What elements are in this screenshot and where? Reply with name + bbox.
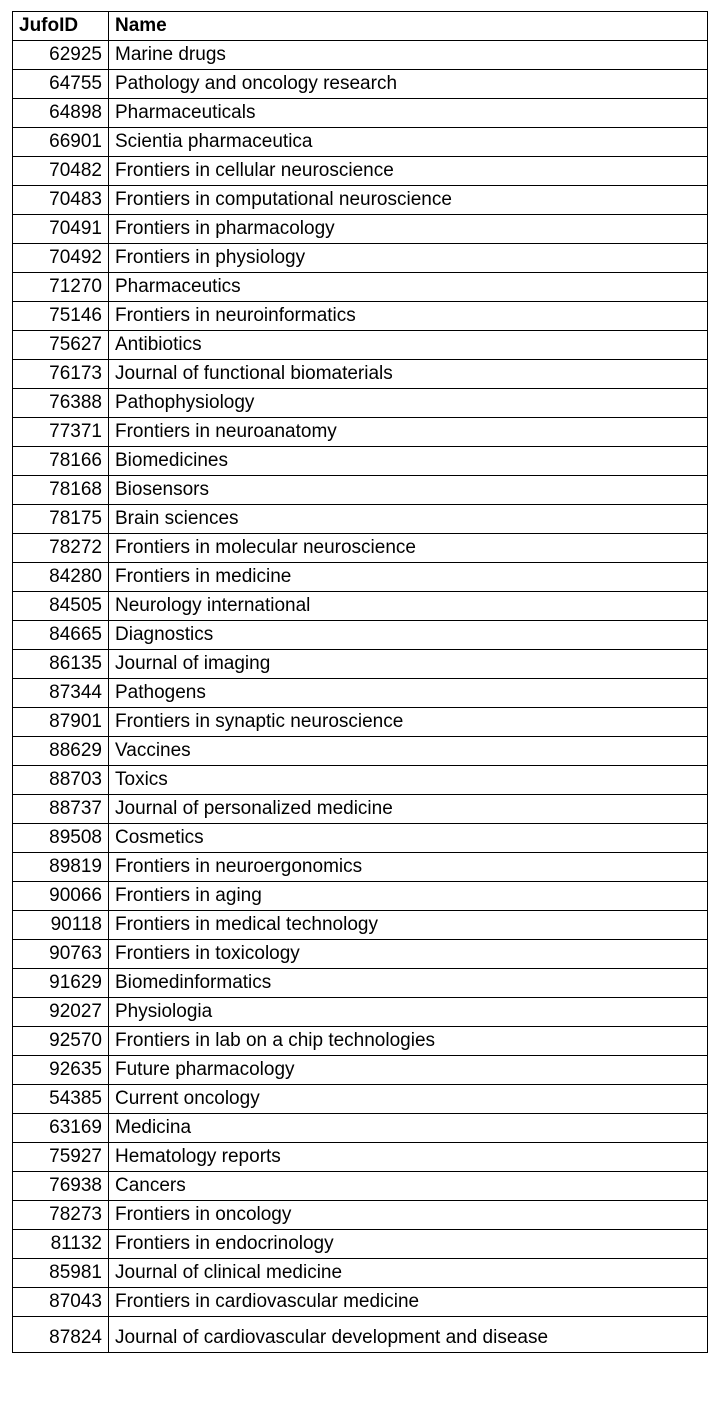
journal-name-cell: Biomedinformatics: [109, 969, 708, 998]
jufo-id-cell: 91629: [13, 969, 109, 998]
table-row: [13, 1114, 708, 1143]
table-row: [13, 1288, 708, 1317]
jufo-id-cell: 78272: [13, 534, 109, 563]
table-row: [13, 1201, 708, 1230]
jufo-id-cell: 84280: [13, 563, 109, 592]
jufo-id-cell: 85981: [13, 1259, 109, 1288]
table-row: [13, 592, 708, 621]
jufo-id-cell: 87901: [13, 708, 109, 737]
jufo-id-cell: 62925: [13, 41, 109, 70]
journal-name-cell: Pharmaceutics: [109, 273, 708, 302]
journal-name-cell: Frontiers in medical technology: [109, 911, 708, 940]
table-row: [13, 853, 708, 882]
jufo-id-cell: 92570: [13, 1027, 109, 1056]
table-row: [13, 824, 708, 853]
journal-name-cell: Diagnostics: [109, 621, 708, 650]
table-row: [13, 563, 708, 592]
jufo-id-cell: 90118: [13, 911, 109, 940]
journal-name-cell: Journal of imaging: [109, 650, 708, 679]
jufo-id-cell: 76173: [13, 360, 109, 389]
table-row: [13, 418, 708, 447]
journal-name-cell: Biosensors: [109, 476, 708, 505]
journal-name-cell: Frontiers in aging: [109, 882, 708, 911]
table-row: [13, 1143, 708, 1172]
journal-name-cell: Frontiers in molecular neuroscience: [109, 534, 708, 563]
journal-name-cell: Journal of clinical medicine: [109, 1259, 708, 1288]
jufo-id-cell: 84505: [13, 592, 109, 621]
table-row: [13, 41, 708, 70]
table-row: [13, 128, 708, 157]
journal-name-cell: Frontiers in cardiovascular medicine: [109, 1288, 708, 1317]
table-row: [13, 766, 708, 795]
table-row: [13, 911, 708, 940]
jufo-id-cell: 78168: [13, 476, 109, 505]
journal-name-cell: Frontiers in endocrinology: [109, 1230, 708, 1259]
journal-name-cell: Frontiers in cellular neuroscience: [109, 157, 708, 186]
journal-name-cell: Hematology reports: [109, 1143, 708, 1172]
header-row: [13, 12, 708, 41]
jufo-id-cell: 71270: [13, 273, 109, 302]
table-row: [13, 882, 708, 911]
header-jufoid: JufoID: [13, 12, 109, 41]
table-body: [13, 41, 708, 1353]
table-row: [13, 679, 708, 708]
table-row: [13, 1056, 708, 1085]
table-row: [13, 1172, 708, 1201]
table-row: [13, 302, 708, 331]
jufo-id-cell: 90763: [13, 940, 109, 969]
jufo-id-cell: 78273: [13, 1201, 109, 1230]
jufo-id-cell: 89508: [13, 824, 109, 853]
journal-name-cell: Journal of functional biomaterials: [109, 360, 708, 389]
journal-name-cell: Pharmaceuticals: [109, 99, 708, 128]
table-row: [13, 708, 708, 737]
journal-name-cell: Toxics: [109, 766, 708, 795]
jufo-id-cell: 78166: [13, 447, 109, 476]
jufo-id-cell: 76388: [13, 389, 109, 418]
journal-name-cell: Frontiers in pharmacology: [109, 215, 708, 244]
journal-name-cell: Physiologia: [109, 998, 708, 1027]
jufo-id-cell: 90066: [13, 882, 109, 911]
jufo-id-cell: 78175: [13, 505, 109, 534]
journal-name-cell: Scientia pharmaceutica: [109, 128, 708, 157]
jufo-id-cell: 66901: [13, 128, 109, 157]
jufo-id-cell: 64755: [13, 70, 109, 99]
table-row: [13, 1085, 708, 1114]
jufo-id-cell: 54385: [13, 1085, 109, 1114]
table-row: [13, 795, 708, 824]
jufo-id-cell: 70482: [13, 157, 109, 186]
journal-name-cell: Journal of personalized medicine: [109, 795, 708, 824]
jufo-id-cell: 87344: [13, 679, 109, 708]
jufo-id-cell: 84665: [13, 621, 109, 650]
journal-name-cell: Frontiers in neuroinformatics: [109, 302, 708, 331]
table-row: [13, 186, 708, 215]
journal-name-cell: Frontiers in medicine: [109, 563, 708, 592]
journal-name-cell: Frontiers in neuroanatomy: [109, 418, 708, 447]
jufo-id-cell: 75146: [13, 302, 109, 331]
jufo-id-cell: 86135: [13, 650, 109, 679]
table-row: [13, 1317, 708, 1353]
table-row: [13, 1027, 708, 1056]
jufo-id-cell: 75627: [13, 331, 109, 360]
journal-name-cell: Brain sciences: [109, 505, 708, 534]
table-row: [13, 940, 708, 969]
journal-name-cell: Frontiers in neuroergonomics: [109, 853, 708, 882]
journal-name-cell: Frontiers in computational neuroscience: [109, 186, 708, 215]
table-row: [13, 737, 708, 766]
journal-name-cell: Marine drugs: [109, 41, 708, 70]
table-row: [13, 1230, 708, 1259]
journal-table: [12, 11, 708, 1353]
jufo-id-cell: 76938: [13, 1172, 109, 1201]
table-row: [13, 273, 708, 302]
jufo-id-cell: 63169: [13, 1114, 109, 1143]
journal-name-cell: Cancers: [109, 1172, 708, 1201]
journal-name-cell: Pathogens: [109, 679, 708, 708]
journal-name-cell: Biomedicines: [109, 447, 708, 476]
table-row: [13, 476, 708, 505]
journal-name-cell: Cosmetics: [109, 824, 708, 853]
table-row: [13, 331, 708, 360]
jufo-id-cell: 81132: [13, 1230, 109, 1259]
journal-name-cell: Journal of cardiovascular development and disease: [109, 1317, 708, 1353]
jufo-id-cell: 77371: [13, 418, 109, 447]
jufo-id-cell: 88629: [13, 737, 109, 766]
table-row: [13, 650, 708, 679]
journal-name-cell: Frontiers in oncology: [109, 1201, 708, 1230]
journal-name-cell: Future pharmacology: [109, 1056, 708, 1085]
table-row: [13, 70, 708, 99]
table-row: [13, 969, 708, 998]
journal-name-cell: Antibiotics: [109, 331, 708, 360]
journal-name-cell: Frontiers in toxicology: [109, 940, 708, 969]
table-row: [13, 215, 708, 244]
table-row: [13, 360, 708, 389]
journal-name-cell: Pathophysiology: [109, 389, 708, 418]
table-row: [13, 621, 708, 650]
jufo-id-cell: 88703: [13, 766, 109, 795]
jufo-id-cell: 75927: [13, 1143, 109, 1172]
journal-name-cell: Frontiers in physiology: [109, 244, 708, 273]
journal-name-cell: Pathology and oncology research: [109, 70, 708, 99]
jufo-id-cell: 70491: [13, 215, 109, 244]
table-row: [13, 389, 708, 418]
jufo-id-cell: 70483: [13, 186, 109, 215]
table-row: [13, 99, 708, 128]
table-row: [13, 244, 708, 273]
jufo-id-cell: 87824: [13, 1317, 109, 1353]
jufo-id-cell: 88737: [13, 795, 109, 824]
table-row: [13, 534, 708, 563]
journal-name-cell: Frontiers in synaptic neuroscience: [109, 708, 708, 737]
journal-name-cell: Frontiers in lab on a chip technologies: [109, 1027, 708, 1056]
journal-name-cell: Vaccines: [109, 737, 708, 766]
jufo-id-cell: 64898: [13, 99, 109, 128]
table-row: [13, 1259, 708, 1288]
jufo-id-cell: 70492: [13, 244, 109, 273]
table-row: [13, 998, 708, 1027]
journal-name-cell: Medicina: [109, 1114, 708, 1143]
jufo-id-cell: 87043: [13, 1288, 109, 1317]
journal-name-cell: Current oncology: [109, 1085, 708, 1114]
jufo-id-cell: 89819: [13, 853, 109, 882]
jufo-id-cell: 92635: [13, 1056, 109, 1085]
table-row: [13, 447, 708, 476]
jufo-id-cell: 92027: [13, 998, 109, 1027]
journal-name-cell: Neurology international: [109, 592, 708, 621]
header-name: Name: [109, 12, 708, 41]
table-row: [13, 505, 708, 534]
table-row: [13, 157, 708, 186]
